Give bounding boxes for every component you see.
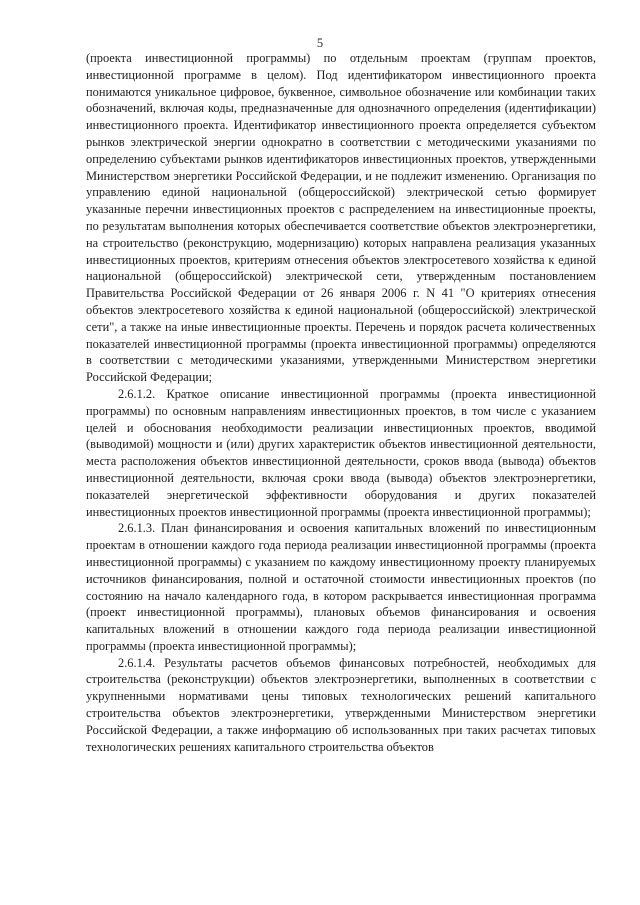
paragraph-text: План финансирования и освоения капитальных вложений по инвестиционным проектам в отношении каждого года периода реализации инвестиционной программы (проекта инвестиционной программы) с указанием по каждому инвестиционному проекту планируемых источников финансирования, полной и остаточной стоимости инвестиционных проектов (по состоянию на начало календарного года, в котором раскрывается инвестиционная программа (проект инвестиционной программы), плановых объемов финансирования и освоения капитальных вложений в отношении каждого года периода реализации инвестиционной программы (проекта инвестиционной программы);: [86, 521, 597, 653]
page-number: 5: [316, 36, 324, 50]
paragraph-number: 2.6.1.3.: [118, 521, 156, 536]
paragraph-2-6-1-4: [86, 655, 596, 756]
paragraph-text: (проекта инвестиционной программы) по отдельным проектам (группам проектов, инвестиционной программе в целом). Под идентификатором инвестиционного проекта понимаются уникальное цифровое, буквенное, символьное обозначение или комбинации таких обозначений, включая коды, предназначенные для однозначного определения (идентификации) инвестиционного проекта. Идентификатор инвестиционного проекта определяется субъектом рынков электрической энергии однократно в соответствии с методическими указаниями по определению субъектами рынков идентификаторов инвестиционных проектов, утвержденными Министерством энергетики Российской Федерации, и не подлежит изменению. Организация по управлению единой национальной (общероссийской) электрической сетью формирует указанные перечни инвестиционных проектов с распределением на инвестиционные проекты, по результатам выполнения которых обеспечивается соответствие объектов электроэнергетики, на строительство (реконструкцию, модернизацию) которых направлена реализация указанных инвестиционных проектов, критериям отнесения объектов электросетевого хозяйства к единой национальной (общероссийской) электрической сети, утвержденным постановлением Правительства Российской Федерации от 26 января 2006 г. N 41 "О критериях отнесения объектов электросетевого хозяйства к единой национальной (общероссийской) электрической сети", а также на иные инвестиционные проекты. Перечень и порядок расчета количественных показателей инвестиционной программы (проекта инвестиционной программы) определяются в соответствии с методическими указаниями, утвержденными Министерством энергетики Российской Федерации;: [86, 51, 596, 385]
paragraph-text: Краткое описание инвестиционной программы (проекта инвестиционной программы) по основным направлениям инвестиционных проектов, в том числе с указанием целей и обоснования необходимости реализации инвестиционных проектов, вводимой (выводимой) мощности и (или) других характеристик объектов инвестиционной деятельности, места расположения объектов инвестиционной деятельности, сроков ввода (вывода) объектов инвестиционной деятельности, включая сроки ввода (вывода) объектов электроэнергетики, показателей энергетической эффективности оборудования и других показателей инвестиционных проектов инвестиционной программы (проекта инвестиционной программы);: [86, 386, 596, 519]
paragraph-continuation: [86, 50, 596, 386]
paragraph-2-6-1-2: [86, 386, 596, 520]
paragraph-number: 2.6.1.2.: [118, 386, 156, 401]
paragraph-text: Результаты расчетов объемов финансовых потребностей, необходимых для строительства (реконструкции) объектов электроэнергетики, выполненных в соответствии с укрупненными нормативами цены типовых технологических решений капитального строительства объектов электроэнергетики, утвержденными Министерством энергетики Российской Федерации, а также информацию об использованных при таких расчетах типовых технологических решениях капитального строительства объектов: [86, 655, 596, 754]
paragraph-2-6-1-3: [86, 520, 596, 654]
document-body: [86, 50, 596, 755]
paragraph-number: 2.6.1.4.: [118, 655, 156, 670]
